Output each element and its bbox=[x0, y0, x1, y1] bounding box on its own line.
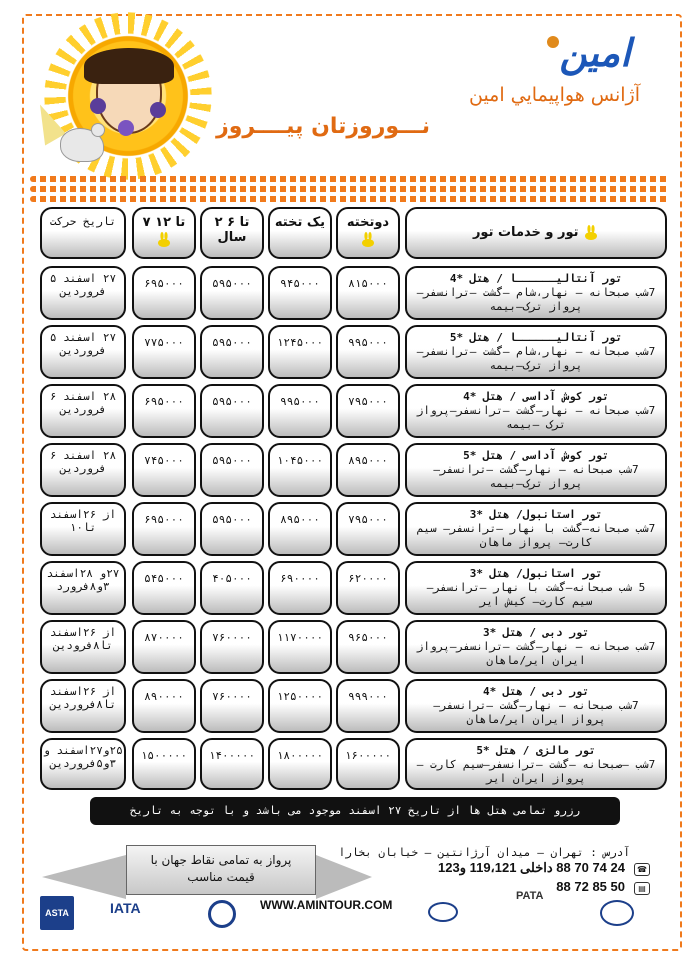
banner-line-2: قیمت مناسب bbox=[187, 870, 255, 884]
price-single-8: ۱۲۵۰۰۰۰ bbox=[268, 679, 332, 733]
tour-row-1: تور آنتاليــــــا / هتل *4 7شب صبحانه – نهار،شام –گشت –ترانسفر–پرواز ترک–بیمه bbox=[405, 266, 667, 320]
nowruz-face-illustration bbox=[96, 56, 162, 134]
bird-illustration bbox=[60, 128, 104, 162]
departure-date-1: ۲۷ اسفند ۵ فروردین bbox=[40, 266, 126, 320]
price-double-3: ۷۹۵۰۰۰ bbox=[336, 384, 400, 438]
header-single: یک تخته bbox=[268, 207, 332, 259]
price-double-5: ۷۹۵۰۰۰ bbox=[336, 502, 400, 556]
price-child26-2: ۵۹۵۰۰۰ bbox=[200, 325, 264, 379]
price-child26-5: ۵۹۵۰۰۰ bbox=[200, 502, 264, 556]
pata-logo: PATA bbox=[516, 890, 544, 902]
price-double-2: ۹۹۵۰۰۰ bbox=[336, 325, 400, 379]
price-child712-2: ۷۷۵۰۰۰ bbox=[132, 325, 196, 379]
departure-date-7: از ۲۶اسفند تا۸فرو‌دین bbox=[40, 620, 126, 674]
amin-logo: امين bbox=[520, 30, 658, 76]
price-child712-1: ۶۹۵۰۰۰ bbox=[132, 266, 196, 320]
departure-date-5: از ۲۶اسفند تا۱۰ bbox=[40, 502, 126, 556]
price-double-8: ۹۹۹۰۰۰ bbox=[336, 679, 400, 733]
departure-date-4: ۲۸ اسفند ۶ فروردین bbox=[40, 443, 126, 497]
address: آدرس : تهران – میدان آرژانتین – خیابان بخارا bbox=[338, 846, 630, 859]
price-child712-3: ۶۹۵۰۰۰ bbox=[132, 384, 196, 438]
price-child712-9: ۱۵۰۰۰۰۰ bbox=[132, 738, 196, 790]
price-child26-6: ۴۰۵۰۰۰ bbox=[200, 561, 264, 615]
price-single-6: ۶۹۰۰۰۰ bbox=[268, 561, 332, 615]
price-single-9: ۱۸۰۰۰۰۰ bbox=[268, 738, 332, 790]
price-child26-8: ۷۶۰۰۰۰ bbox=[200, 679, 264, 733]
fax-icon: ▤ bbox=[634, 882, 650, 895]
departure-date-6: ۲۷و ۲۸اسفند ۳و۸فرورد bbox=[40, 561, 126, 615]
nowruz-slogan: نـــوروزتان پيــــروز bbox=[216, 114, 430, 139]
price-single-3: ۹۹۵۰۰۰ bbox=[268, 384, 332, 438]
tour-row-3: تور کوش آداسی / هتل *4 7شب صبحانه – نهار–گشت –ترانسفر–پرواز ترک –بیمه bbox=[405, 384, 667, 438]
price-child712-6: ۵۴۵۰۰۰ bbox=[132, 561, 196, 615]
price-double-4: ۸۹۵۰۰۰ bbox=[336, 443, 400, 497]
price-child712-5: ۶۹۵۰۰۰ bbox=[132, 502, 196, 556]
header-child-7-12: ۷ تا ۱۲ bbox=[132, 207, 196, 259]
price-child26-3: ۵۹۵۰۰۰ bbox=[200, 384, 264, 438]
price-child712-4: ۷۴۵۰۰۰ bbox=[132, 443, 196, 497]
website-link[interactable]: WWW.AMINTOUR.COM bbox=[260, 898, 393, 912]
header-date: تاریخ حرکت bbox=[40, 207, 126, 259]
tour-row-9: تور مالزی / هتل *5 7شب –صبحانه –گشت –ترانسفر–سیم کارت – پرواز ایران ایر bbox=[405, 738, 667, 790]
asta-logo: ASTA bbox=[40, 896, 74, 930]
bunny-icon bbox=[583, 225, 599, 241]
airline-logo bbox=[428, 902, 458, 922]
agency-name: آژانس هواپيمايي امين bbox=[468, 84, 640, 106]
header-double: دوتخته bbox=[336, 207, 400, 259]
tour-row-7: تور دبی / هتل *3 7شب صبحانه – نهار–گشت –ترانسفر–پرواز ایران ایر/ماهان bbox=[405, 620, 667, 674]
phone-number: 24 74 70 88 داخلی 119،121 و123 bbox=[437, 860, 625, 875]
iata-logo: IATA bbox=[110, 900, 141, 916]
departure-date-9: ۲۵و۲۷اسفند و ۳و۵فروردین bbox=[40, 738, 126, 790]
price-child26-9: ۱۴۰۰۰۰۰ bbox=[200, 738, 264, 790]
header-child-2-6: ۲ تا ۶ سال bbox=[200, 207, 264, 259]
tour-row-2: تور آنتاليــــــا / هتل *5 7شب صبحانه – نهار،شام –گشت –ترانسفر– پرواز ترک–بیمه bbox=[405, 325, 667, 379]
tour-row-6: تور استانبول/ هتل *3 5 شب صبحانه–گشت با نهار –ترانسفر– سیم کارت– کیش ایر bbox=[405, 561, 667, 615]
price-double-9: ۱۶۰۰۰۰۰ bbox=[336, 738, 400, 790]
price-single-4: ۱۰۴۵۰۰۰ bbox=[268, 443, 332, 497]
departure-date-3: ۲۸ اسفند ۶ فروردین bbox=[40, 384, 126, 438]
fax-number: 50 85 72 88 bbox=[556, 879, 625, 894]
price-double-7: ۹۶۵۰۰۰ bbox=[336, 620, 400, 674]
reservation-notice: رزرو تمامی هتل ها از تاریخ ۲۷ اسفند موجود می باشد و با توجه به تاریخ bbox=[90, 797, 620, 825]
price-child712-7: ۸۷۰۰۰۰ bbox=[132, 620, 196, 674]
tour-row-5: تور استانبول/ هتل *3 7شب صبحانه–گشت با نهار –ترانسفر– سیم کارت– پرواز ماهان bbox=[405, 502, 667, 556]
departure-date-8: از ۲۶اسفند تا۸فروردین bbox=[40, 679, 126, 733]
price-double-6: ۶۲۰۰۰۰ bbox=[336, 561, 400, 615]
tour-row-8: تور دبی / هتل *4 7شب صبحانه – نهار–گشت –ترانسفر– پرواز ایران ایر/ماهان bbox=[405, 679, 667, 733]
price-double-1: ۸۱۵۰۰۰ bbox=[336, 266, 400, 320]
bunny-icon bbox=[360, 232, 376, 248]
price-single-1: ۹۴۵۰۰۰ bbox=[268, 266, 332, 320]
divider-top-3 bbox=[30, 196, 670, 202]
globe-logo bbox=[600, 900, 634, 926]
banner-line-1: پرواز به تمامی نقاط جهان با bbox=[150, 853, 292, 867]
jata-logo bbox=[208, 900, 236, 928]
price-single-2: ۱۲۴۵۰۰۰ bbox=[268, 325, 332, 379]
price-single-7: ۱۱۷۰۰۰۰ bbox=[268, 620, 332, 674]
flight-banner bbox=[42, 835, 372, 905]
phone-icon: ☎ bbox=[634, 863, 650, 876]
divider-top bbox=[30, 176, 670, 182]
price-child26-7: ۷۶۰۰۰۰ bbox=[200, 620, 264, 674]
price-single-5: ۸۹۵۰۰۰ bbox=[268, 502, 332, 556]
price-child712-8: ۸۹۰۰۰۰ bbox=[132, 679, 196, 733]
tour-row-4: تور کوش آداسی / هتل *5 7شب صبحانه – نهار–گشت –ترانسفر– پرواز ترک–بیمه bbox=[405, 443, 667, 497]
bunny-icon bbox=[156, 232, 172, 248]
divider-top-2 bbox=[30, 186, 670, 192]
departure-date-2: ۲۷ اسفند ۵ فروردین bbox=[40, 325, 126, 379]
header-tour: تور و خدمات تور bbox=[405, 207, 667, 259]
price-child26-1: ۵۹۵۰۰۰ bbox=[200, 266, 264, 320]
price-child26-4: ۵۹۵۰۰۰ bbox=[200, 443, 264, 497]
